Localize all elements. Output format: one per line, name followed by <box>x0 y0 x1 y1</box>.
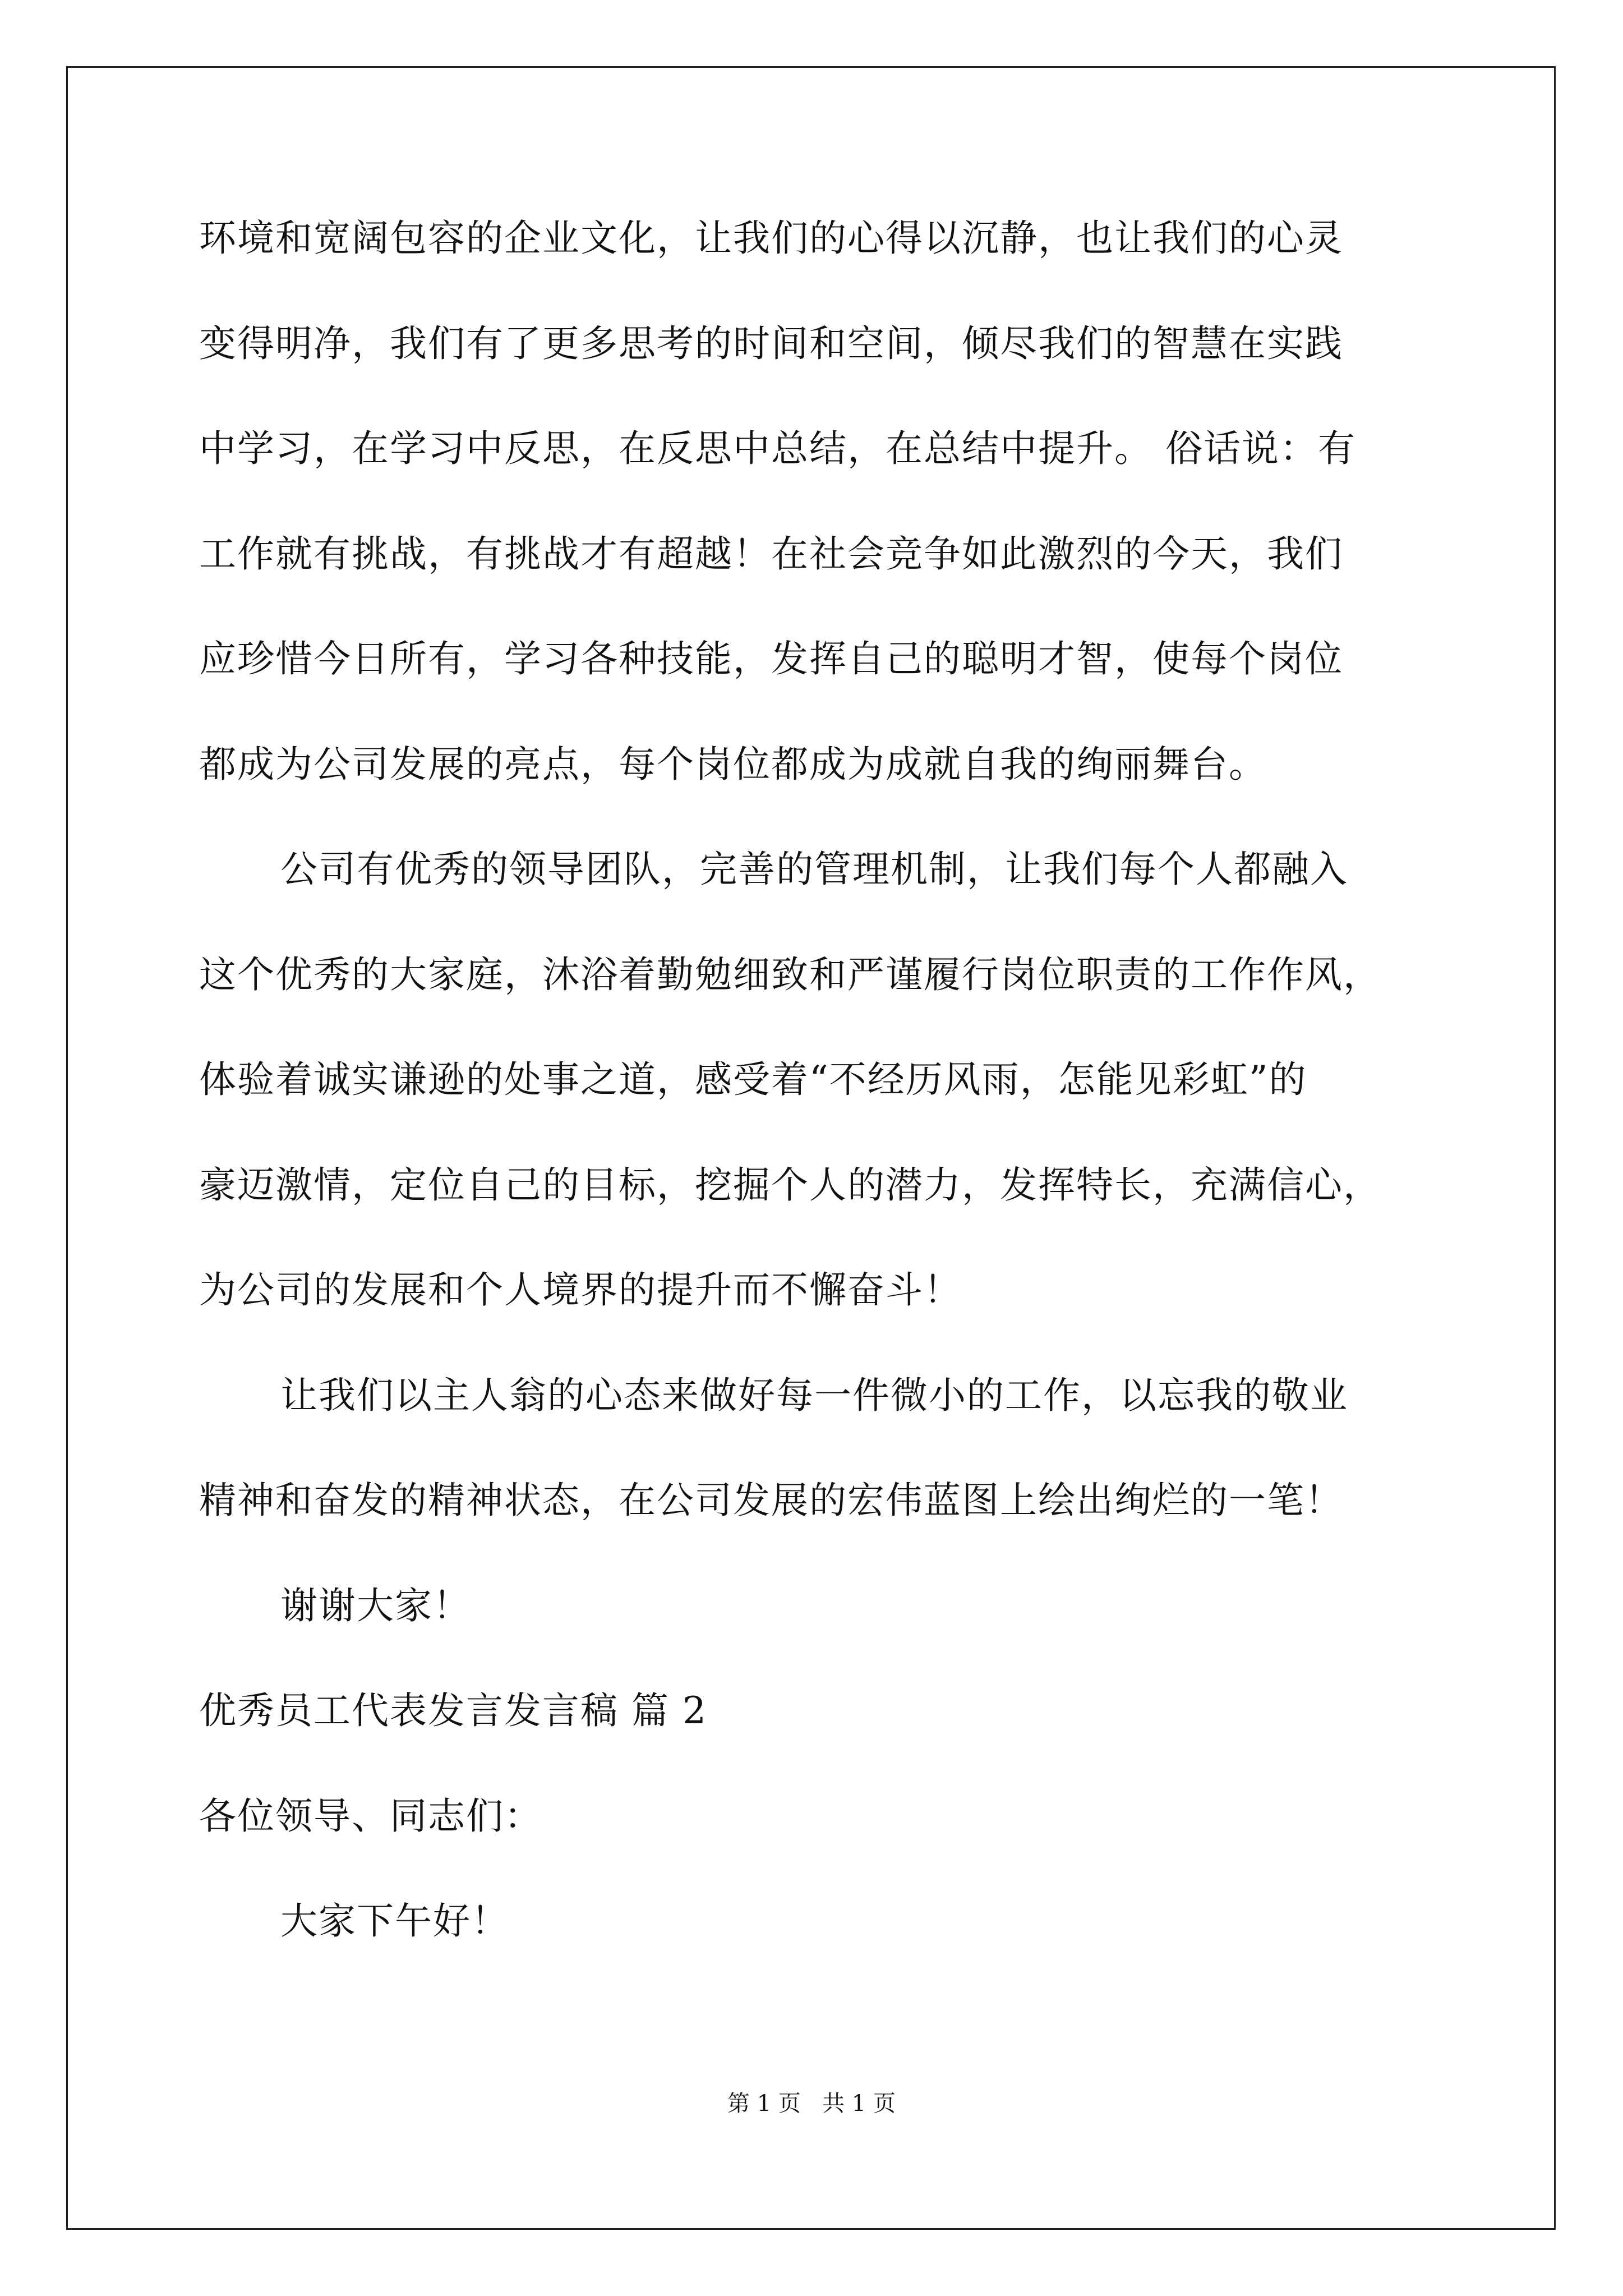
text-line: 应珍惜今日所有，学习各种技能，发挥自己的聪明才智，使每个岗位 <box>199 637 1343 680</box>
salutation: 各位领导、同志们： <box>199 1795 542 1838</box>
text-line: 体验着诚实谦逊的处事之道，感受着“不经历风雨，怎能见彩虹”的 <box>199 1058 1307 1101</box>
text-line: 谢谢大家！ <box>280 1584 471 1627</box>
text-line: 豪迈激情，定位自己的目标，挖掘个人的潜力，发挥特长，充满信心， <box>199 1163 1381 1207</box>
greeting: 大家下午好！ <box>280 1899 509 1943</box>
section-heading: 优秀员工代表发言发言稿 篇 2 <box>199 1689 707 1732</box>
text-line: 中学习，在学习中反思，在反思中总结，在总结中提升。 俗话说：有 <box>199 427 1356 470</box>
text-line: 公司有优秀的领导团队，完善的管理机制，让我们每个人都融入 <box>280 848 1348 891</box>
page-footer: 第 1 页 共 1 页 <box>727 2091 896 2116</box>
text-line: 精神和奋发的精神状态，在公司发展的宏伟蓝图上绘出绚烂的一笔！ <box>199 1479 1343 1522</box>
text-line: 变得明净，我们有了更多思考的时间和空间，倾尽我们的智慧在实践 <box>199 322 1343 365</box>
text-line: 让我们以主人翁的心态来做好每一件微小的工作，以忘我的敬业 <box>280 1374 1348 1417</box>
text-line: 都成为公司发展的亮点，每个岗位都成为成就自我的绚丽舞台。 <box>199 743 1267 786</box>
text-line: 工作就有挑战，有挑战才有超越！在社会竞争如此激烈的今天，我们 <box>199 532 1343 576</box>
text-line: 环境和宽阔包容的企业文化，让我们的心得以沉静，也让我们的心灵 <box>199 217 1343 260</box>
text-line: 这个优秀的大家庭，沐浴着勤勉细致和严谨履行岗位职责的工作作风， <box>199 953 1381 996</box>
text-line: 为公司的发展和个人境界的提升而不懈奋斗！ <box>199 1268 962 1312</box>
